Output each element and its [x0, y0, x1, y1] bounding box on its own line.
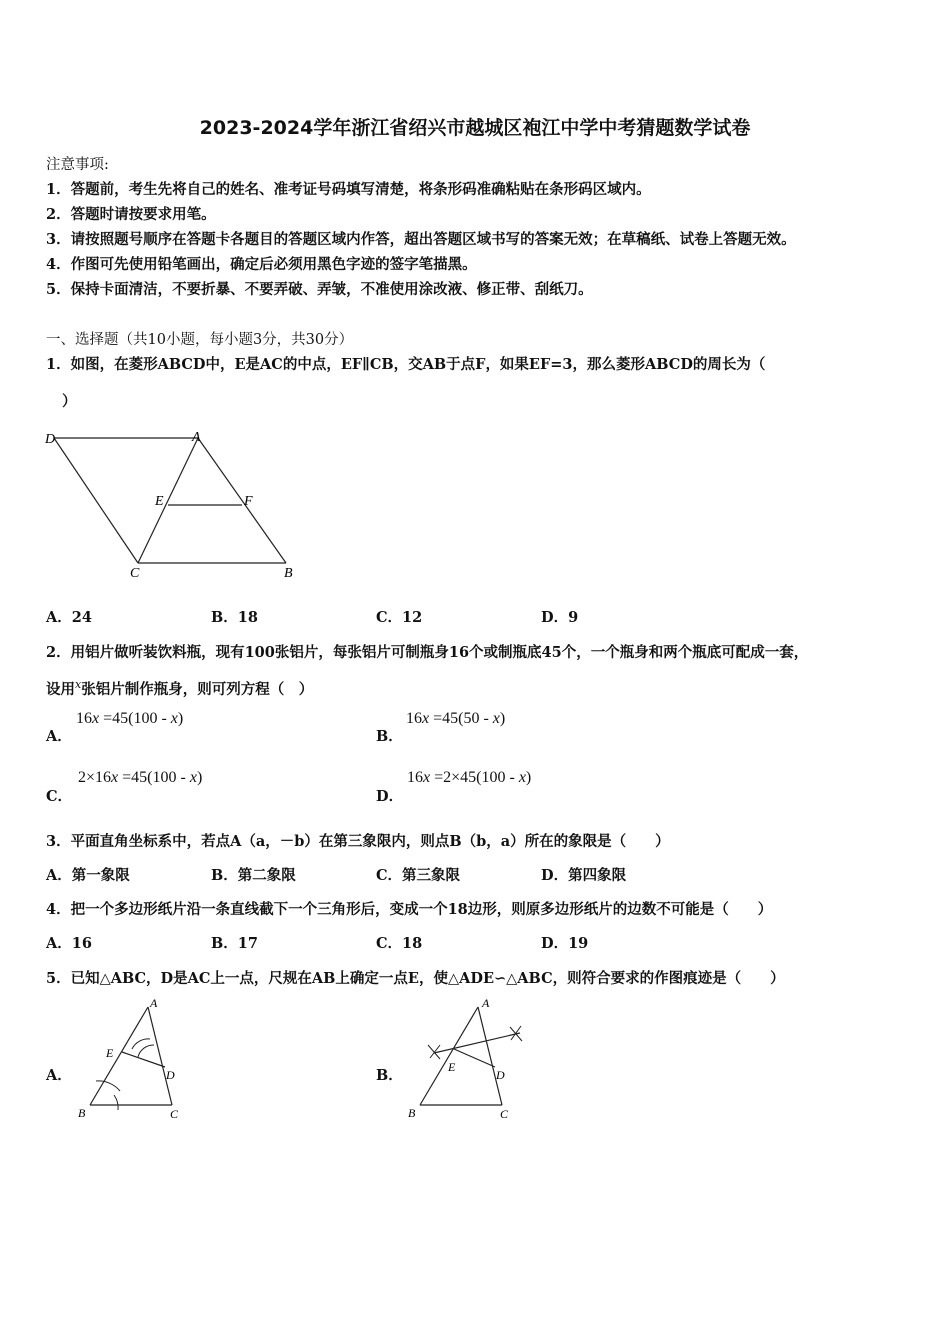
notice-item-5: 5．保持卡面清洁，不要折暴、不要弄破、弄皱，不准使用涂改液、修正带、刮纸刀。 — [46, 281, 593, 298]
label-f: F — [244, 494, 253, 509]
q2-text-post: 张铝片制作瓶身，则可列方程（ ） — [81, 681, 314, 698]
fig-a-label-b: B — [78, 1106, 86, 1120]
q5-text: 5．已知△ABC，D是AC上一点，尺规在AB上确定一点E，使△ADE∽△ABC，则符合要求的作图痕迹是（ ） — [46, 970, 785, 987]
q4-text: 4．把一个多边形纸片沿一条直线截下一个三角形后，变成一个18边形，则原多边形纸片的边数不可能是（ ） — [46, 901, 773, 918]
q4-option-d: D．19 — [541, 935, 589, 952]
q2-option-c-letter: C． — [46, 788, 73, 805]
label-e: E — [155, 494, 164, 509]
fig-a-label-d: D — [166, 1068, 175, 1082]
page-title: 2023-2024学年浙江省绍兴市越城区袍江中学中考猜题数学试卷 — [199, 117, 751, 139]
fig-a-label-e: E — [106, 1046, 114, 1060]
q3-text: 3．平面直角坐标系中，若点A（a，－b）在第三象限内，则点B（b，a）所在的象限是（ ） — [46, 833, 670, 850]
q2-text: 2．用铝片做听装饮料瓶，现有100张铝片，每张铝片可制瓶身16个或制瓶底45个，一个瓶身和两个瓶底可配成一套， — [46, 644, 809, 661]
q1-option-d: D．9 — [541, 609, 579, 626]
fig-b-label-a: A — [482, 996, 490, 1010]
q1-option-c: C．12 — [376, 609, 423, 626]
q2-var-x: x — [75, 678, 82, 692]
section-heading: 一、选择题（共10小题，每小题3分，共30分） — [46, 332, 354, 348]
q5-option-a: A． — [46, 1067, 72, 1084]
q3-option-c: C．第三象限 — [376, 867, 461, 884]
q4-option-c: C．18 — [376, 935, 423, 952]
q4-option-a: A．16 — [46, 935, 92, 952]
q3-option-b: B．第二象限 — [211, 867, 296, 884]
q3-option-a: A．第一象限 — [46, 867, 130, 884]
q2-option-b-letter: B． — [376, 728, 403, 745]
q2-option-a-letter: A． — [46, 728, 72, 745]
q4-option-b: B．17 — [211, 935, 258, 952]
label-d: D — [45, 432, 56, 447]
q2-option-d-eq: 16x =2×45(100 - x) — [407, 769, 532, 786]
q2-option-d-letter: D． — [376, 788, 404, 805]
q1-rhombus-figure — [40, 425, 300, 585]
q5-option-b: B． — [376, 1067, 403, 1084]
q3-option-d: D．第四象限 — [541, 867, 627, 884]
q1-text-cont: ） — [62, 393, 77, 410]
q1-text: 1．如图，在菱形ABCD中，E是AC的中点，EF∥CB，交AB于点F，如果EF=3，那么菱形ABCD的周长为（ — [46, 356, 766, 373]
fig-b-label-b: B — [408, 1106, 416, 1120]
q2-text-line2 — [46, 678, 313, 699]
label-b: B — [284, 566, 293, 581]
q2-text-pre: 设用 — [46, 681, 75, 698]
label-c: C — [130, 566, 140, 581]
q1-option-b: B．18 — [211, 609, 258, 626]
notice-item-1: 1．答题前，考生先将自己的姓名、准考证号码填写清楚，将条形码准确粘贴在条形码区域内。 — [46, 181, 651, 198]
q5-figure-a — [70, 995, 190, 1125]
label-a: A — [192, 430, 201, 445]
q1-option-a: A．24 — [46, 609, 92, 626]
fig-b-label-e: E — [448, 1060, 456, 1074]
q2-option-c-eq: 2×16x =45(100 - x) — [78, 769, 203, 786]
fig-b-label-d: D — [496, 1068, 505, 1082]
q2-option-a-eq: 16x =45(100 - x) — [76, 710, 184, 727]
fig-a-label-a: A — [150, 996, 158, 1010]
notice-item-2: 2．答题时请按要求用笔。 — [46, 206, 216, 223]
notice-heading: 注意事项: — [46, 157, 109, 173]
notice-item-4: 4．作图可先使用铅笔画出，确定后必须用黑色字迹的签字笔描黑。 — [46, 256, 477, 273]
notice-item-3: 3．请按照题号顺序在答题卡各题目的答题区域内作答，超出答题区域书写的答案无效；在草稿纸、试卷上答题无效。 — [46, 231, 796, 248]
q5-figure-b — [400, 995, 540, 1125]
fig-a-label-c: C — [170, 1107, 179, 1121]
q2-option-b-eq: 16x =45(50 - x) — [406, 710, 506, 727]
fig-b-label-c: C — [500, 1107, 509, 1121]
